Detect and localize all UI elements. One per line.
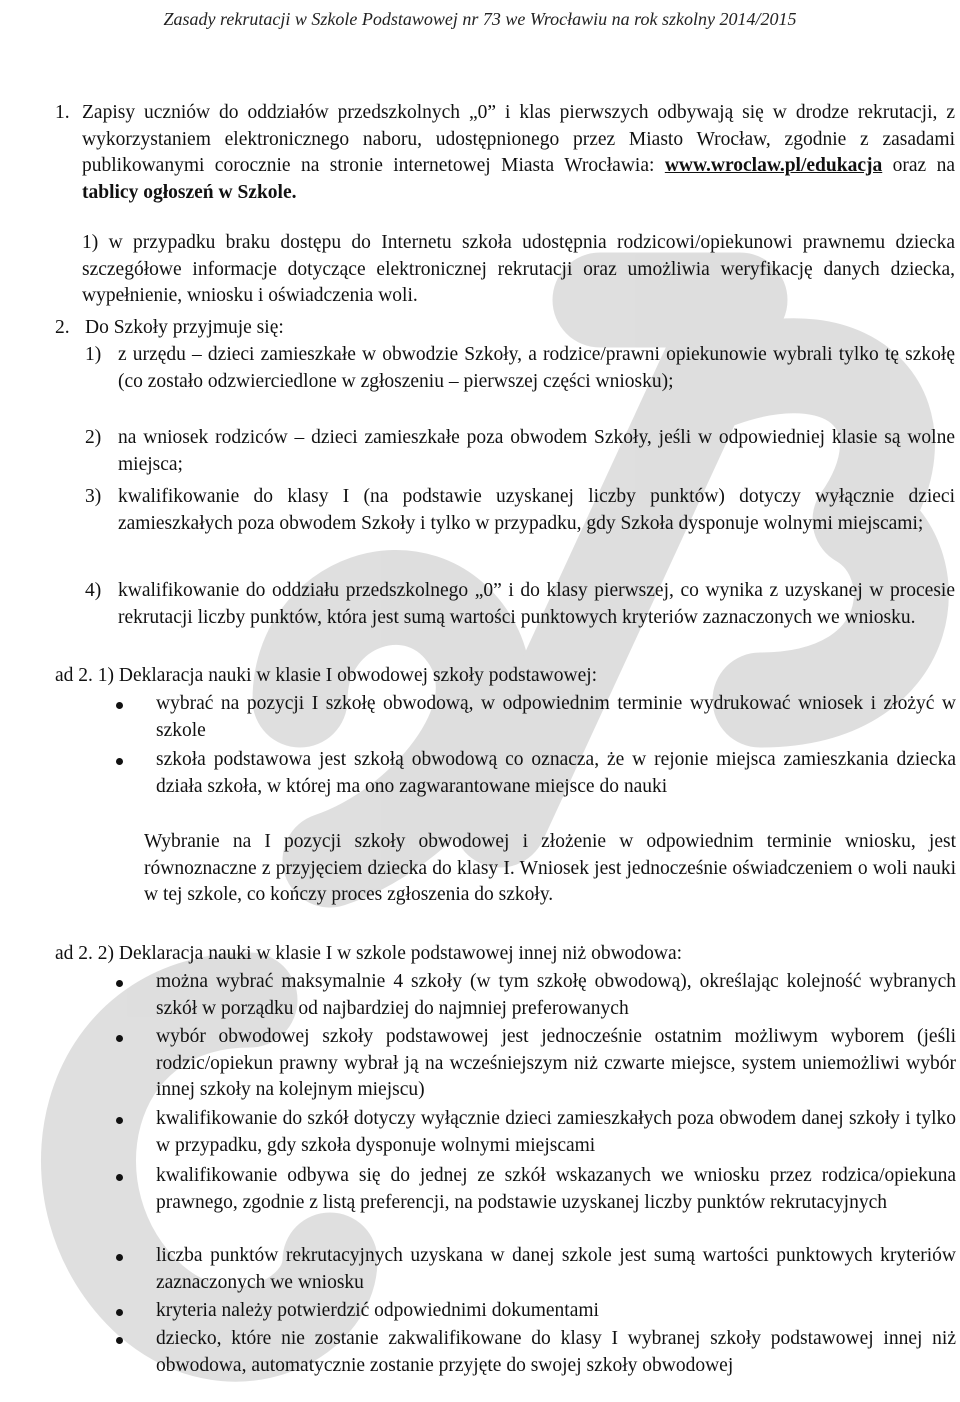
section-2-item-1-number: 1) — [85, 344, 102, 365]
ad-2-1-bullet-1: wybrać na pozycji I szkołę obwodową, w odpowiednim terminie wydrukować wniosek i złożyć w szkole — [156, 693, 956, 741]
bullet-icon — [116, 1337, 123, 1344]
bullet-icon — [116, 758, 123, 765]
edukacja-link[interactable]: www.wroclaw.pl/edukacja — [664, 155, 883, 176]
section-2-title: Do Szkoły przyjmuje się: — [85, 317, 284, 338]
section-2-item-1: z urzędu – dzieci zamieszkałe w obwodzie Szkoły, a rodzice/prawni opiekunowie wybrali tylko tę szkołę (co zostało odzwierciedlone w zgłoszeniu – pierwszej części wniosku); — [118, 344, 955, 392]
bullet-icon — [116, 980, 123, 987]
ad-2-1-note: Wybranie na I pozycji szkoły obwodowej i złożenie w odpowiednim terminie wniosku, jest równoznaczne z przyjęciem dziecka do klasy I. Wniosek jest jednocześnie oświadczeniem o woli nauki w tej szkole, co kończy proces zgłoszenia do szkoły. — [144, 831, 956, 905]
section-1-intro — [82, 100, 955, 206]
ad-2-2-title: ad 2. 2) Deklaracja nauki w klasie I w szkole podstawowej innej niż obwodowa: — [55, 943, 683, 964]
ad-2-2-bullet-4: kwalifikowanie odbywa się do jednej ze szkół wskazanych we wniosku przez rodzica/opiekuna prawnego, zgodnie z listą preferencji, na podstawie uzyskanej liczby punktów rekrutacyjnych — [156, 1165, 956, 1213]
ad-2-2-bullet-6: kryteria należy potwierdzić odpowiednimi dokumentami — [156, 1300, 599, 1321]
section-1-number: 1. — [55, 102, 70, 123]
bullet-icon — [116, 1035, 123, 1042]
section-2-item-4: kwalifikowanie do oddziału przedszkolnego „0” i do klasy pierwszej, co wynika z uzyskanej w procesie rekrutacji liczby punktów, która jest sumą wartości punktowych kryteriów zaznaczonych we wniosku. — [118, 580, 955, 628]
bullet-icon — [116, 1309, 123, 1316]
ad-2-2-bullet-3: kwalifikowanie do szkół dotyczy wyłącznie dzieci zamieszkałych poza obwodem danej szkoły i tylko w przypadku, gdy szkoła dysponuje wolnymi miejscami — [156, 1108, 956, 1156]
bullet-icon — [116, 1174, 123, 1181]
section-2-item-4-number: 4) — [85, 580, 102, 601]
page-header: Zasady rekrutacji w Szkole Podstawowej nr 73 we Wrocławiu na rok szkolny 2014/2015 — [163, 9, 797, 29]
section-2-item-3: kwalifikowanie do klasy I (na podstawie uzyskanej liczby punktów) dotyczy wyłącznie dzieci zamieszkałych poza obwodem Szkoły i tylko w przypadku, gdy Szkoła dysponuje wolnymi miejscami; — [118, 486, 955, 534]
section-2-item-2: na wniosek rodziców – dzieci zamieszkałe poza obwodem Szkoły, jeśli w odpowiedniej klasie są wolne miejsca; — [118, 427, 955, 475]
ad-2-2-bullet-1: można wybrać maksymalnie 4 szkoły (w tym szkołę obwodową), określając kolejność wybranych szkół w porządku od najbardziej do najmniej preferowanych — [156, 971, 956, 1019]
section-1-text-mid: oraz na — [882, 155, 955, 176]
bullet-icon — [116, 1254, 123, 1261]
section-1-bold-text: tablicy ogłoszeń w Szkole. — [82, 181, 297, 203]
ad-2-2-bullet-5: liczba punktów rekrutacyjnych uzyskana w danej szkole jest sumą wartości punktowych kryteriów zaznaczonych we wniosku — [156, 1245, 956, 1293]
bullet-icon — [116, 702, 123, 709]
ad-2-1-bullet-2: szkoła podstawowa jest szkołą obwodową co oznacza, że w rejonie miejsca zamieszkania dziecka działa szkoła, w której ma ono zagwarantowane miejsce do nauki — [156, 749, 956, 797]
ad-2-1-title: ad 2. 1) Deklaracja nauki w klasie I obwodowej szkoły podstawowej: — [55, 665, 598, 686]
section-2-item-2-number: 2) — [85, 427, 102, 448]
section-2-item-3-number: 3) — [85, 486, 102, 507]
section-1-sub-1: 1) w przypadku braku dostępu do Internetu szkoła udostępnia rodzicowi/opiekunowi prawnemu dziecka szczegółowe informacje dotyczące elektronicznej rekrutacji oraz umożliwia weryfikację danych dziecka, wypełnienie, wniosku i oświadczenia woli. — [82, 232, 955, 306]
ad-2-2-bullet-2: wybór obwodowej szkoły podstawowej jest jednocześnie ostatnim możliwym wyborem (jeśli rodzic/opiekun prawny wybrał ją na wcześniejszym niż czwarte miejsce, system uniemożliwi wybór innej szkoły na kolejnym miejscu) — [156, 1026, 956, 1100]
bullet-icon — [116, 1117, 123, 1124]
section-1-text: Zapisy uczniów do oddziałów przedszkolnych „0” i klas pierwszych odbywają się w drodze rekrutacji, z wykorzystaniem elektronicznego naboru, udostępnionego przez Miasto Wrocław, zgodnie z zasadami publikowanymi corocznie na stronie internetowej Miasta Wrocławia: — [82, 102, 955, 176]
section-2-number: 2. — [55, 317, 70, 338]
ad-2-2-bullet-7: dziecko, które nie zostanie zakwalifikowane do klasy I wybranej szkoły podstawowej innej niż obwodowa, automatycznie zostanie przyjęte do swojej szkoły obwodowej — [156, 1328, 956, 1376]
